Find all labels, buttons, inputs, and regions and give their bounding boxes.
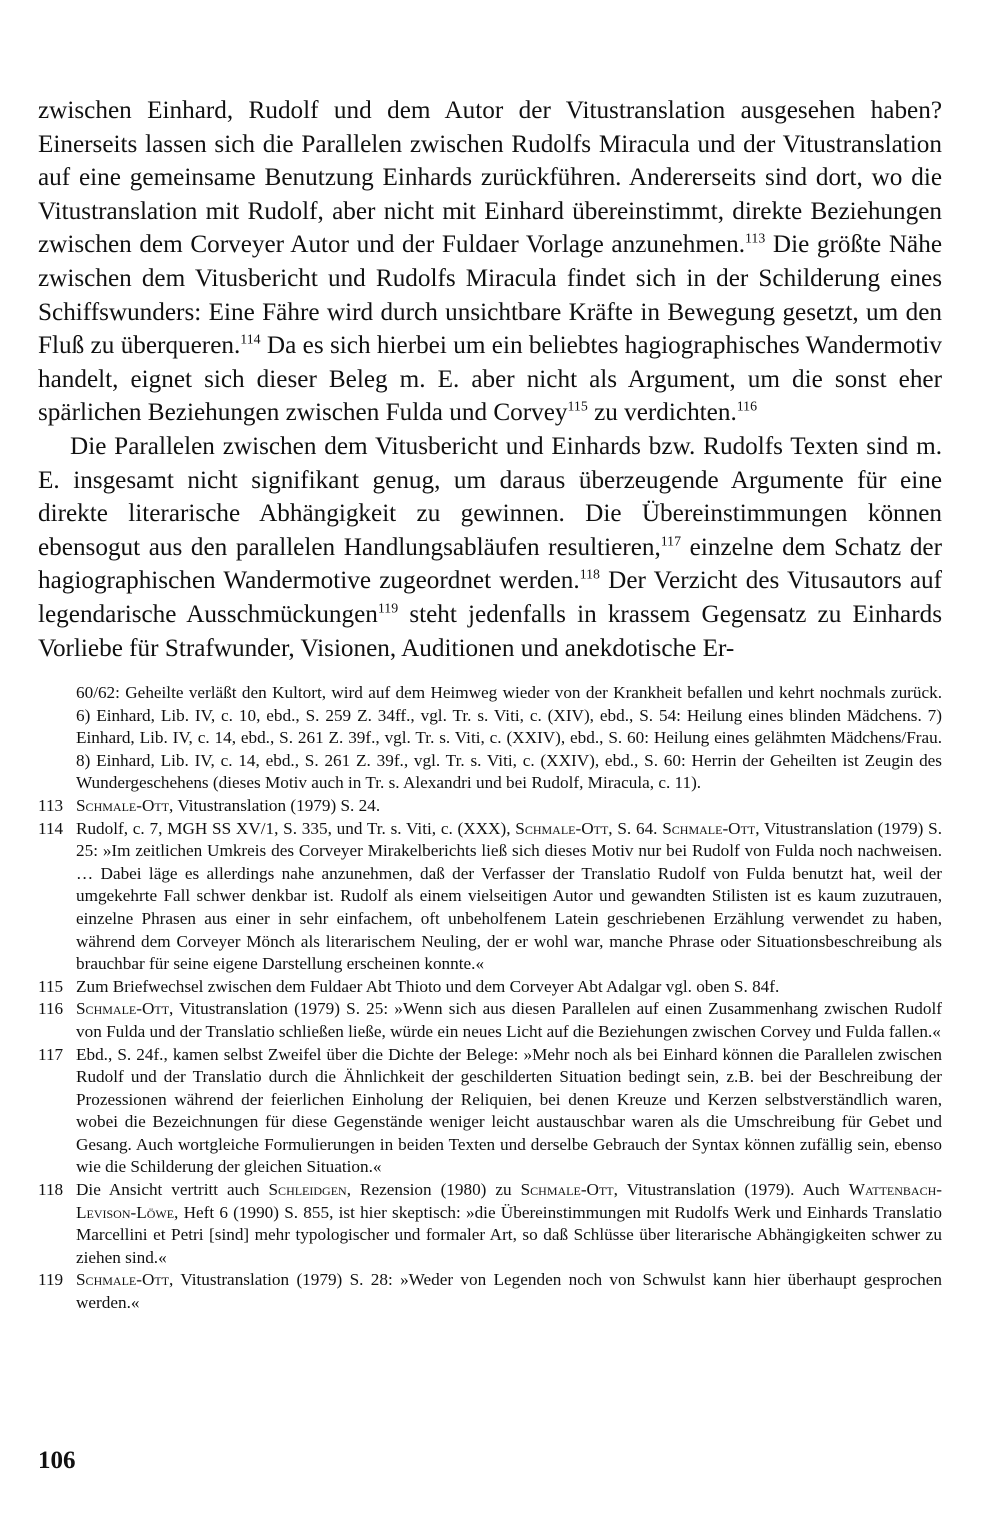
text-run: steht jedenfalls in krassem Gegensatz zu Einhards Vorliebe für Strafwunder, Visionen, Auditionen und anekdotische Er-	[38, 600, 942, 662]
text-run: Der Verzicht des Vitusautors auf legendarische Ausschmückungen	[38, 567, 942, 628]
footnote-number: 117	[38, 1044, 64, 1064]
footnote-text	[76, 1269, 942, 1314]
text-run: , Rezension (1980) zu	[346, 1180, 521, 1200]
footnote-113	[38, 795, 942, 818]
paragraph-2	[38, 430, 942, 665]
footnote-continuation	[38, 682, 942, 795]
footnote-number: 119	[38, 1270, 64, 1290]
footnote-text: Ebd., S. 24f., kamen selbst Zweifel über die Dichte der Belege: »Mehr noch als bei Einhard können die Parallelen zwischen Rudolf und der Translatio durch die Ähnlichkeit der geschilderten Situation bedingt sein, z.B. bei der Beschreibung der Prozessionen während der feierlichen Einholung der Reliquien, bei denen Kreuze und Kerzen selbstverständlich waren, wobei die Bezeichnungen für diese Gegenstände weniger leicht austauschbar waren als die Umschreibung für Gebet und Gesang. Auch wortgleiche Formulierungen in beiden Texten und derselbe Gebrauch der Syntax können zufällig sein, ebenso wie die Schilderung der gleichen Situation.«	[76, 1044, 942, 1177]
footnote-ref[interactable]: 117	[660, 533, 682, 549]
footnote-115	[38, 976, 942, 999]
footnote-number: 116	[38, 999, 64, 1019]
paragraph-1	[38, 94, 942, 430]
text-run: , Vitustranslation (1979) S. 25: »Im zeitlichen Umkreis des Corveyer Mirakelberichts ließ sich dieses Motiv nur bei Rudolf von Fulda noch nachweisen. … Dabei läge es allerdings nahe anzunehmen, daß der Verfasser der Translatio Rudolf von Fulda benutzt hat, weil der umgekehrte Fall schwer denkbar ist. Rudolf als einem vielseitigen Autor und gewandten Stilisten ist es kaum zuzutrauen, einzelne Phrasen aus einer in sehr einfachem, oft unbeholfenem Latein geschriebenen Erzählung verwendet zu haben, während dem Corveyer Mönch als literarischem Neuling, der er wohl war, manche Phrase oder Situationsbeschreibung als brauchbar für seine eigene Darstellung erscheinen konnte.«	[76, 818, 942, 974]
footnote-ref[interactable]: 114	[240, 331, 261, 347]
text-run: zu verdichten.	[587, 399, 737, 427]
footnote-ref[interactable]: 116	[736, 398, 758, 414]
text-run: , Vitustranslation (1979) S. 25: »Wenn sich aus diesen Parallelen auf einen Zusammenhang zwischen Rudolf von Fulda und der Translatio schließen ließe, würde ein neues Licht auf die Beziehungen zwischen Corvey und Fulda fallen.«	[76, 999, 942, 1041]
author-name: Schmale-Ott	[76, 999, 170, 1019]
text-run: , S. 64.	[608, 818, 663, 838]
text-run: Die größte Nähe zwischen dem Vitusbericht und Rudolfs Miracula findet sich in der Schilderung eines Schiffswunders: Eine Fähre wird durch unsichtbare Kräfte in Bewegung gesetzt, um den Fluß zu überqueren.	[38, 231, 942, 360]
author-name: Schmale-Ott	[76, 795, 170, 815]
footnote-number: 115	[38, 976, 64, 996]
text-run: Die Parallelen zwischen dem Vitusbericht und Einhards bzw. Rudolfs Texten sind m. E. insgesamt nicht signifikant genug, um daraus überzeugende Argumente für eine direkte literarische Abhängigkeit zu gewinnen. Die Übereinstimmungen können ebensogut aus den parallelen Handlungsabläufen resultieren,	[38, 432, 942, 561]
footnote-text	[76, 1179, 942, 1269]
footnotes	[38, 682, 942, 1315]
author-name: Wattenbach-Levison-Löwe	[76, 1180, 942, 1222]
author-name: Schmale-Ott	[662, 818, 756, 838]
footnote-116	[38, 998, 942, 1043]
footnote-ref[interactable]: 119	[377, 600, 399, 616]
text-run: , Vitustranslation (1979). Auch	[613, 1180, 849, 1200]
footnote-ref[interactable]: 113	[745, 230, 766, 246]
text-run: einzelne dem Schatz der hagiographischen Wandermotive zugeordnet werden.	[38, 533, 942, 595]
footnote-number: 118	[38, 1180, 64, 1200]
text-run: , Vitustranslation (1979) S. 24.	[169, 795, 381, 815]
footnote-ref[interactable]: 118	[579, 566, 600, 582]
author-name: Schmale-Ott	[76, 1270, 170, 1290]
footnote-text: Zum Briefwechsel zwischen dem Fuldaer Abt Thioto und dem Corveyer Abt Adalgar vgl. oben S. 84f.	[76, 976, 780, 996]
text-run: zwischen Einhard, Rudolf und dem Autor der Vitustranslation ausgesehen haben? Einerseits lassen sich die Parallelen zwischen Rudolfs Miracula und der Vitustranslation auf eine gemeinsame Benutzung Einhards zurückführen. Andererseits sind dort, wo die Vitustranslation mit Rudolf, aber nicht mit Einhard übereinstimmt, direkte Beziehungen zwischen dem Corveyer Autor und der Fuldaer Vorlage anzunehmen.	[38, 97, 942, 259]
footnote-ref[interactable]: 115	[567, 398, 588, 414]
text-run: Da es sich hierbei um ein beliebtes hagiographisches Wandermotiv handelt, eignet sich dieser Beleg m. E. aber nicht als Argument, um die sonst eher spärlichen Beziehungen zwischen Fulda und Corvey	[38, 332, 943, 427]
main-text	[38, 94, 942, 665]
footnote-119	[38, 1269, 942, 1314]
footnote-text	[76, 818, 942, 976]
footnote-text	[76, 998, 942, 1043]
footnote-number: 113	[38, 795, 64, 815]
footnote-text	[76, 795, 942, 818]
footnote-114	[38, 818, 942, 976]
footnote-text: 60/62: Geheilte verläßt den Kultort, wird auf dem Heimweg wieder von der Krankheit befallen und kehrt nochmals zurück. 6) Einhard, Lib. IV, c. 10, ebd., S. 259 Z. 34ff., vgl. Tr. s. Viti, c. (XIV), ebd., S. 54: Heilung eines blinden Mädchens. 7) Einhard, Lib. IV, c. 14, ebd., S. 261 Z. 39f., vgl. Tr. s. Viti, c. (XXIV), ebd., S. 60: Heilung eines gelähmten Mädchens/Frau. 8) Einhard, Lib. IV, c. 14, ebd., S. 261 Z. 39f., vgl. Tr. s. Viti, c. (XXIV), ebd., S. 60: Herrin der Geheilten ist Zeugin des Wundergeschehens (dieses Motiv auch in Tr. s. Alexandri und bei Rudolf, Miracula, c. 11).	[76, 683, 942, 793]
text-run: Rudolf, c. 7, MGH SS XV/1, S. 335, und Tr. s. Viti, c. (XXX),	[76, 818, 516, 838]
author-name: Schmale-Ott	[520, 1180, 614, 1200]
author-name: Schleidgen	[268, 1180, 347, 1200]
footnote-117	[38, 1044, 942, 1180]
footnote-118	[38, 1179, 942, 1269]
footnote-number: 114	[38, 818, 64, 838]
author-name: Schmale-Ott	[515, 818, 609, 838]
text-run: , Vitustranslation (1979) S. 28: »Weder von Legenden noch von Schwulst kann hier überhaupt gesprochen werden.«	[76, 1270, 942, 1313]
text-run: Die Ansicht vertritt auch	[76, 1180, 269, 1200]
text-run: , Heft 6 (1990) S. 855, ist hier skeptisch: »die Übereinstimmungen mit Rudolfs Werk und Einhards Translatio Marcellini et Petri [sind] mehr typologischer und formaler Art, so daß Schlüsse über literarische Abhängigkeiten schwer zu ziehen sind.«	[76, 1202, 942, 1267]
page-number: 106	[38, 1447, 76, 1474]
